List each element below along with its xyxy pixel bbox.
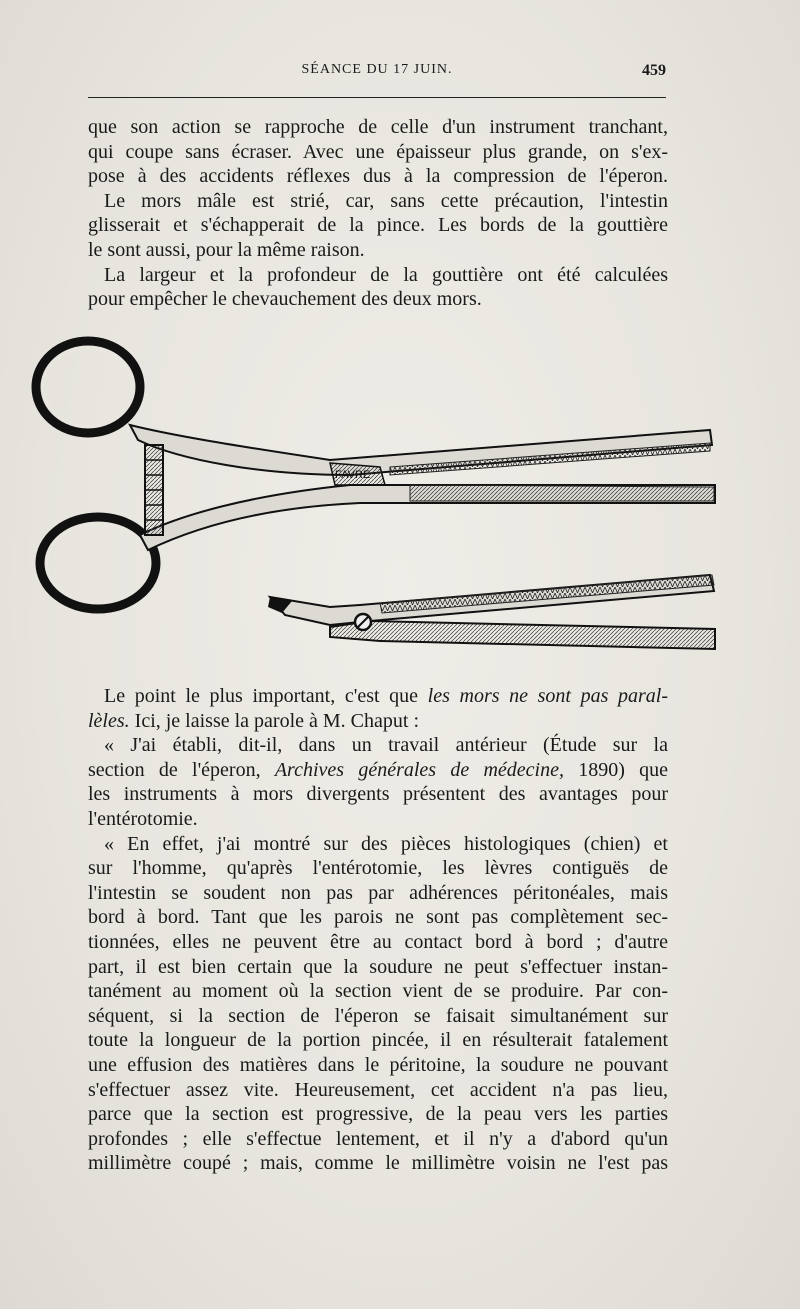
- text-line: s'effectuer assez vite. Heureusement, cet accident n'a pas lieu,: [88, 1078, 668, 1101]
- text-line: pour empêcher le chevauchement des deux mors.: [88, 288, 482, 311]
- text-line: une effusion des matières dans le péritoine, la soudure ne pouvant: [88, 1053, 668, 1076]
- text-line: « J'ai établi, dit-il, dans un travail antérieur (Étude sur la: [104, 734, 668, 757]
- text-line: l'entérotomie.: [88, 807, 198, 830]
- header-rule: [88, 97, 666, 98]
- text-line: les instruments à mors divergents présentent des avantages pour: [88, 783, 668, 806]
- text-line: profondes ; elle s'effectue lentement, et il n'y a d'abord qu'un: [88, 1127, 668, 1150]
- text-line: [88, 684, 668, 709]
- text-line: tionnées, elles ne peuvent être au contact bord à bord ; d'autre: [88, 930, 668, 953]
- text-line: millimètre coupé ; mais, comme le millimètre voisin ne l'est pas: [88, 1152, 668, 1175]
- ratchet: [145, 445, 163, 535]
- text-line: sur l'homme, qu'après l'entérotomie, les lèvres contiguës de: [88, 857, 668, 880]
- text-line: toute la longueur de la portion pincée, il en résulterait fatalement: [88, 1029, 668, 1052]
- paragraph: [88, 832, 668, 1176]
- top-text-block: [88, 115, 668, 312]
- text-line: part, il est bien certain que la soudure ne peut s'effectuer instan-: [88, 955, 668, 978]
- running-head: SÉANCE DU 17 JUIN.: [301, 62, 453, 77]
- text-line: que son action se rapproche de celle d'un instrument tranchant,: [88, 116, 668, 138]
- text-line: « En effet, j'ai montré sur des pièces histologiques (chien) et: [104, 832, 668, 855]
- text-line: La largeur et la profondeur de la gouttière ont été calculées: [104, 263, 668, 286]
- italic-run: les mors ne sont pas paral-: [427, 685, 668, 707]
- lower-jaw-hatch: [410, 485, 714, 501]
- page-header: [88, 62, 666, 86]
- text-run: section de l'éperon,: [88, 758, 275, 781]
- bottom-text-block: [88, 684, 668, 1176]
- italic-run: lèles.: [88, 709, 130, 732]
- clamp-engraving: [30, 335, 730, 675]
- paragraph: [88, 115, 668, 189]
- text-line: l'intestin se soudent non pas par adhérences péritonéales, mais: [88, 881, 668, 904]
- text-line: le sont aussi, pour la même raison.: [88, 238, 365, 261]
- text-line: qui coupe sans écraser. Avec une épaisseur plus grande, on s'ex-: [88, 140, 668, 163]
- text-run: Ici, je laisse la parole à M. Chaput :: [129, 709, 420, 732]
- text-run: Le point le plus important, c'est que: [104, 685, 428, 707]
- text-line: glisserait et s'échapperait de la pince. Les bords de la gouttière: [88, 214, 668, 237]
- text-line: parce que la section est progressive, de la peau vers les parties: [88, 1103, 668, 1126]
- text-line: séquent, si la section de l'éperon se faisait simultanément sur: [88, 1004, 668, 1027]
- upper-ring: [36, 341, 140, 433]
- text-line: Le mors mâle est strié, car, sans cette précaution, l'intestin: [104, 189, 668, 212]
- paragraph: [88, 189, 668, 263]
- paragraph: [88, 684, 668, 733]
- page-number: 459: [642, 62, 666, 79]
- forceps-illustration: [30, 335, 730, 675]
- text-line: [88, 758, 668, 783]
- text-run: 1890) que: [563, 758, 668, 781]
- text-line: tanément au moment où la section vient de se produire. Par con-: [88, 980, 668, 1003]
- lower-ring: [40, 517, 156, 609]
- text-line: pose à des accidents réflexes dus à la compression de l'éperon.: [88, 165, 668, 188]
- maker-mark: FAVRE: [335, 469, 371, 481]
- open-jaw-view: [268, 575, 715, 649]
- text-line: bord à bord. Tant que les parois ne sont pas complètement sec-: [88, 906, 668, 929]
- text-line: [88, 709, 668, 734]
- italic-run: Archives générales de médecine,: [274, 758, 564, 781]
- paragraph: [88, 263, 668, 312]
- paragraph: [88, 733, 668, 831]
